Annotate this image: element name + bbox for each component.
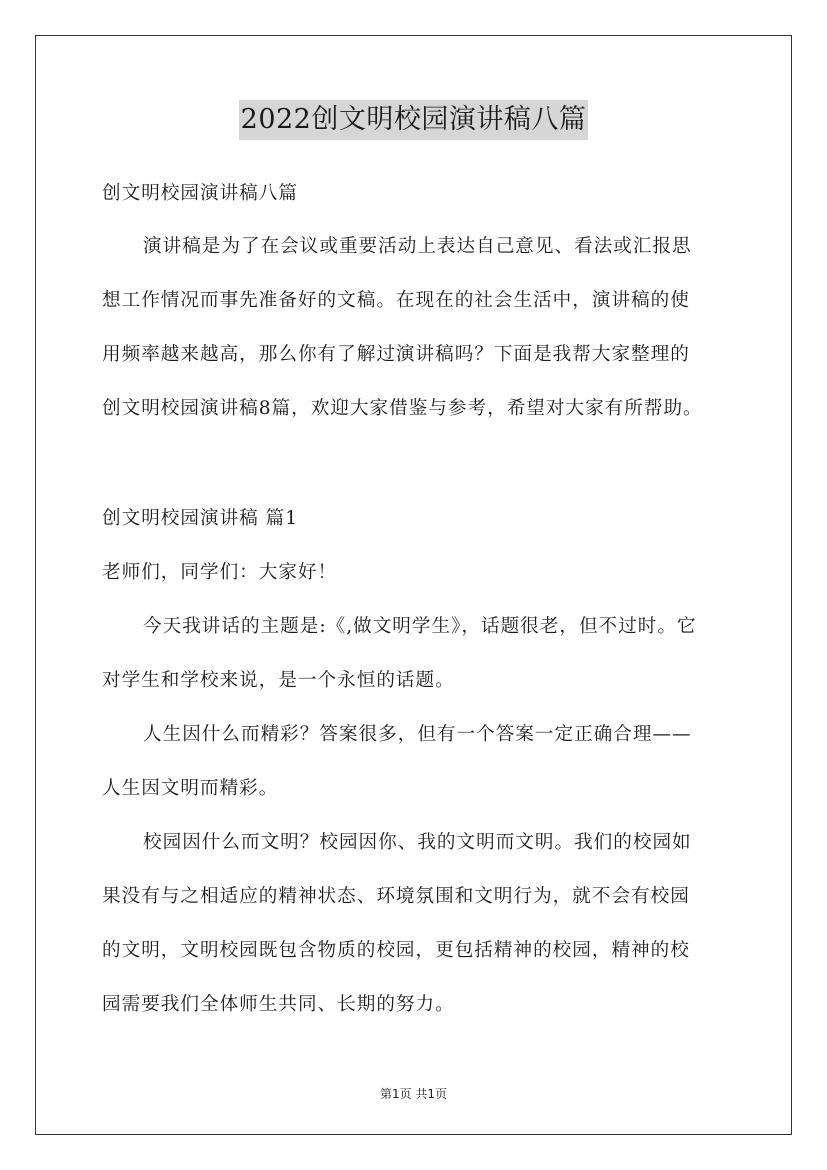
section-heading: 创文明校园演讲稿 篇1 <box>102 508 299 529</box>
para-line: 今天我讲话的主题是:《,做文明学生》，话题很老，但不过时。它 <box>143 616 697 637</box>
para-line: 的文明，文明校园既包含物质的校园，更包括精神的校园，精神的校 <box>102 940 690 961</box>
document-subtitle: 创文明校园演讲稿八篇 <box>102 183 298 204</box>
para-line: 校园因什么而文明？校园因你、我的文明而文明。我们的校园如 <box>143 832 692 853</box>
greeting: 老师们，同学们：大家好！ <box>102 562 338 583</box>
para-line: 园需要我们全体师生共同、长期的努力。 <box>102 994 455 1015</box>
para-line: 人生因什么而精彩？答案很多，但有一个答案一定正确合理—— <box>143 724 692 745</box>
page-number-label: 第1页 共1页 <box>379 1087 448 1101</box>
para-line: 果没有与之相适应的精神状态、环境氛围和文明行为，就不会有校园 <box>102 886 690 907</box>
intro-line: 想工作情况而事先准备好的文稿。在现在的社会生活中，演讲稿的使 <box>102 290 690 311</box>
page-footer <box>0 1085 827 1102</box>
title-area <box>0 100 827 140</box>
document-title: 2022创文明校园演讲稿八篇 <box>239 100 589 140</box>
para-line: 对学生和学校来说，是一个永恒的话题。 <box>102 670 455 691</box>
intro-line: 用频率越来越高，那么你有了解过演讲稿吗？下面是我帮大家整理的 <box>102 344 690 365</box>
intro-line: 创文明校园演讲稿8篇，欢迎大家借鉴与参考，希望对大家有所帮助。 <box>102 398 703 419</box>
para-line: 人生因文明而精彩。 <box>102 778 279 799</box>
intro-line: 演讲稿是为了在会议或重要活动上表达自己意见、看法或汇报思 <box>143 236 692 257</box>
